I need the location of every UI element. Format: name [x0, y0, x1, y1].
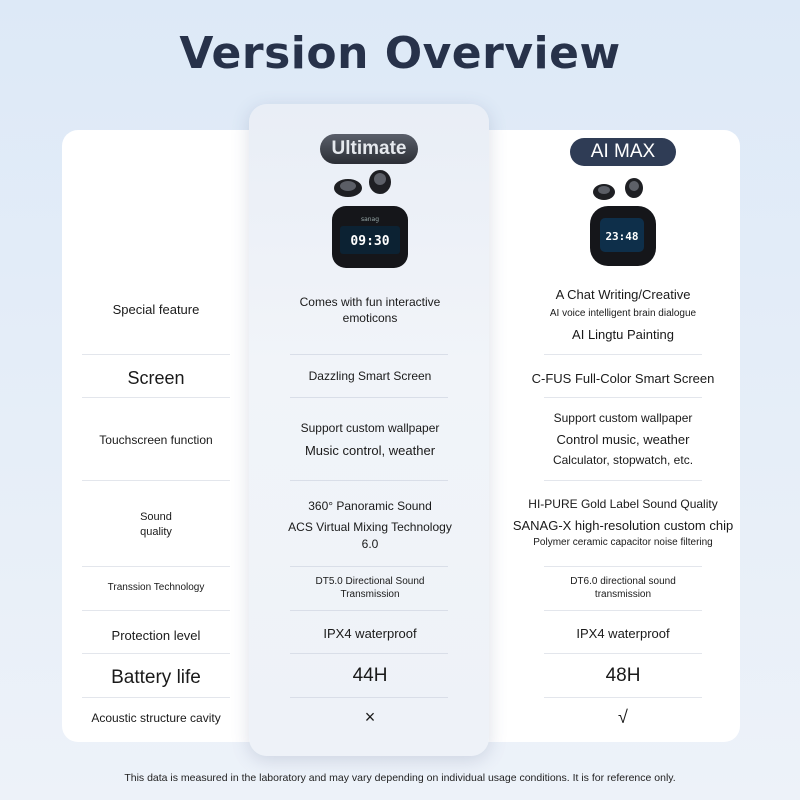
ultimate-acoustic-cross-icon: ×	[364, 706, 376, 727]
divider	[290, 697, 448, 698]
row-label-battery: Battery life	[111, 667, 201, 689]
row-label-screen: Screen	[127, 367, 185, 388]
ultimate-battery: 44H	[352, 665, 388, 687]
divider	[544, 397, 702, 398]
row-label-protection: Protection level	[111, 628, 201, 644]
case-clock: 23:48	[605, 230, 639, 243]
divider	[544, 354, 702, 355]
ultimate-sound-quality: 360° Panoramic Sound ACS Virtual Mixing Technology 6.0	[288, 499, 452, 551]
ai-max-product-image	[582, 176, 666, 272]
divider	[82, 566, 230, 567]
row-label-special-feature: Special feature	[112, 302, 200, 318]
ultimate-product-image	[318, 166, 422, 274]
ai-max-sound-quality: HI-PURE Gold Label Sound Quality SANAG-X high-resolution custom chip Polymer ceramic capacitor noise filtering	[512, 497, 734, 549]
divider	[544, 566, 702, 567]
case-brand: sanag	[360, 216, 380, 223]
ai-max-battery: 48H	[605, 665, 641, 687]
ultimate-protection: IPX4 waterproof	[323, 626, 417, 642]
divider	[82, 397, 230, 398]
footnote: This data is measured in the laboratory and may vary depending on individual usage conditions. It is for reference only.	[124, 772, 676, 784]
divider	[544, 610, 702, 611]
divider	[290, 566, 448, 567]
divider	[290, 610, 448, 611]
ai-max-touchscreen: Support custom wallpaper Control music, weather Calculator, stopwatch, etc.	[552, 411, 694, 467]
row-label-transsion: Transsion Technology	[107, 582, 205, 594]
earbud-left-icon	[593, 184, 615, 200]
ultimate-touchscreen: Support custom wallpaper Music control, weather	[300, 421, 440, 459]
divider	[290, 397, 448, 398]
ultimate-badge: Ultimate	[320, 134, 418, 164]
divider	[82, 480, 230, 481]
row-label-acoustic: Acoustic structure cavity	[91, 710, 221, 725]
page-title: Version Overview	[179, 28, 621, 79]
divider	[82, 697, 230, 698]
divider	[290, 653, 448, 654]
divider	[82, 653, 230, 654]
divider	[544, 697, 702, 698]
divider	[544, 653, 702, 654]
divider	[290, 480, 448, 481]
case-clock: 09:30	[350, 234, 390, 249]
ai-max-protection: IPX4 waterproof	[576, 626, 670, 642]
divider	[82, 354, 230, 355]
ai-max-screen: C-FUS Full-Color Smart Screen	[531, 371, 715, 387]
divider	[290, 354, 448, 355]
ai-max-special-feature: A Chat Writing/Creative AI voice intelligent brain dialogue AI Lingtu Painting	[549, 287, 697, 343]
ai-max-transsion: DT6.0 directional sound transmission	[570, 575, 676, 600]
ultimate-special-feature: Comes with fun interactive emoticons	[299, 294, 441, 325]
ai-max-badge: AI MAX	[570, 138, 676, 166]
earbud-right-icon	[625, 178, 643, 198]
earbud-left-icon	[334, 179, 362, 197]
row-label-touchscreen: Touchscreen function	[99, 432, 213, 447]
ultimate-transsion: DT5.0 Directional Sound Transmission	[315, 575, 425, 600]
ai-max-acoustic-check-icon: √	[618, 706, 628, 727]
row-label-sound-quality: Sound quality	[140, 511, 172, 538]
divider	[82, 610, 230, 611]
ultimate-screen: Dazzling Smart Screen	[308, 368, 432, 383]
earbud-right-icon	[369, 170, 391, 194]
divider	[544, 480, 702, 481]
